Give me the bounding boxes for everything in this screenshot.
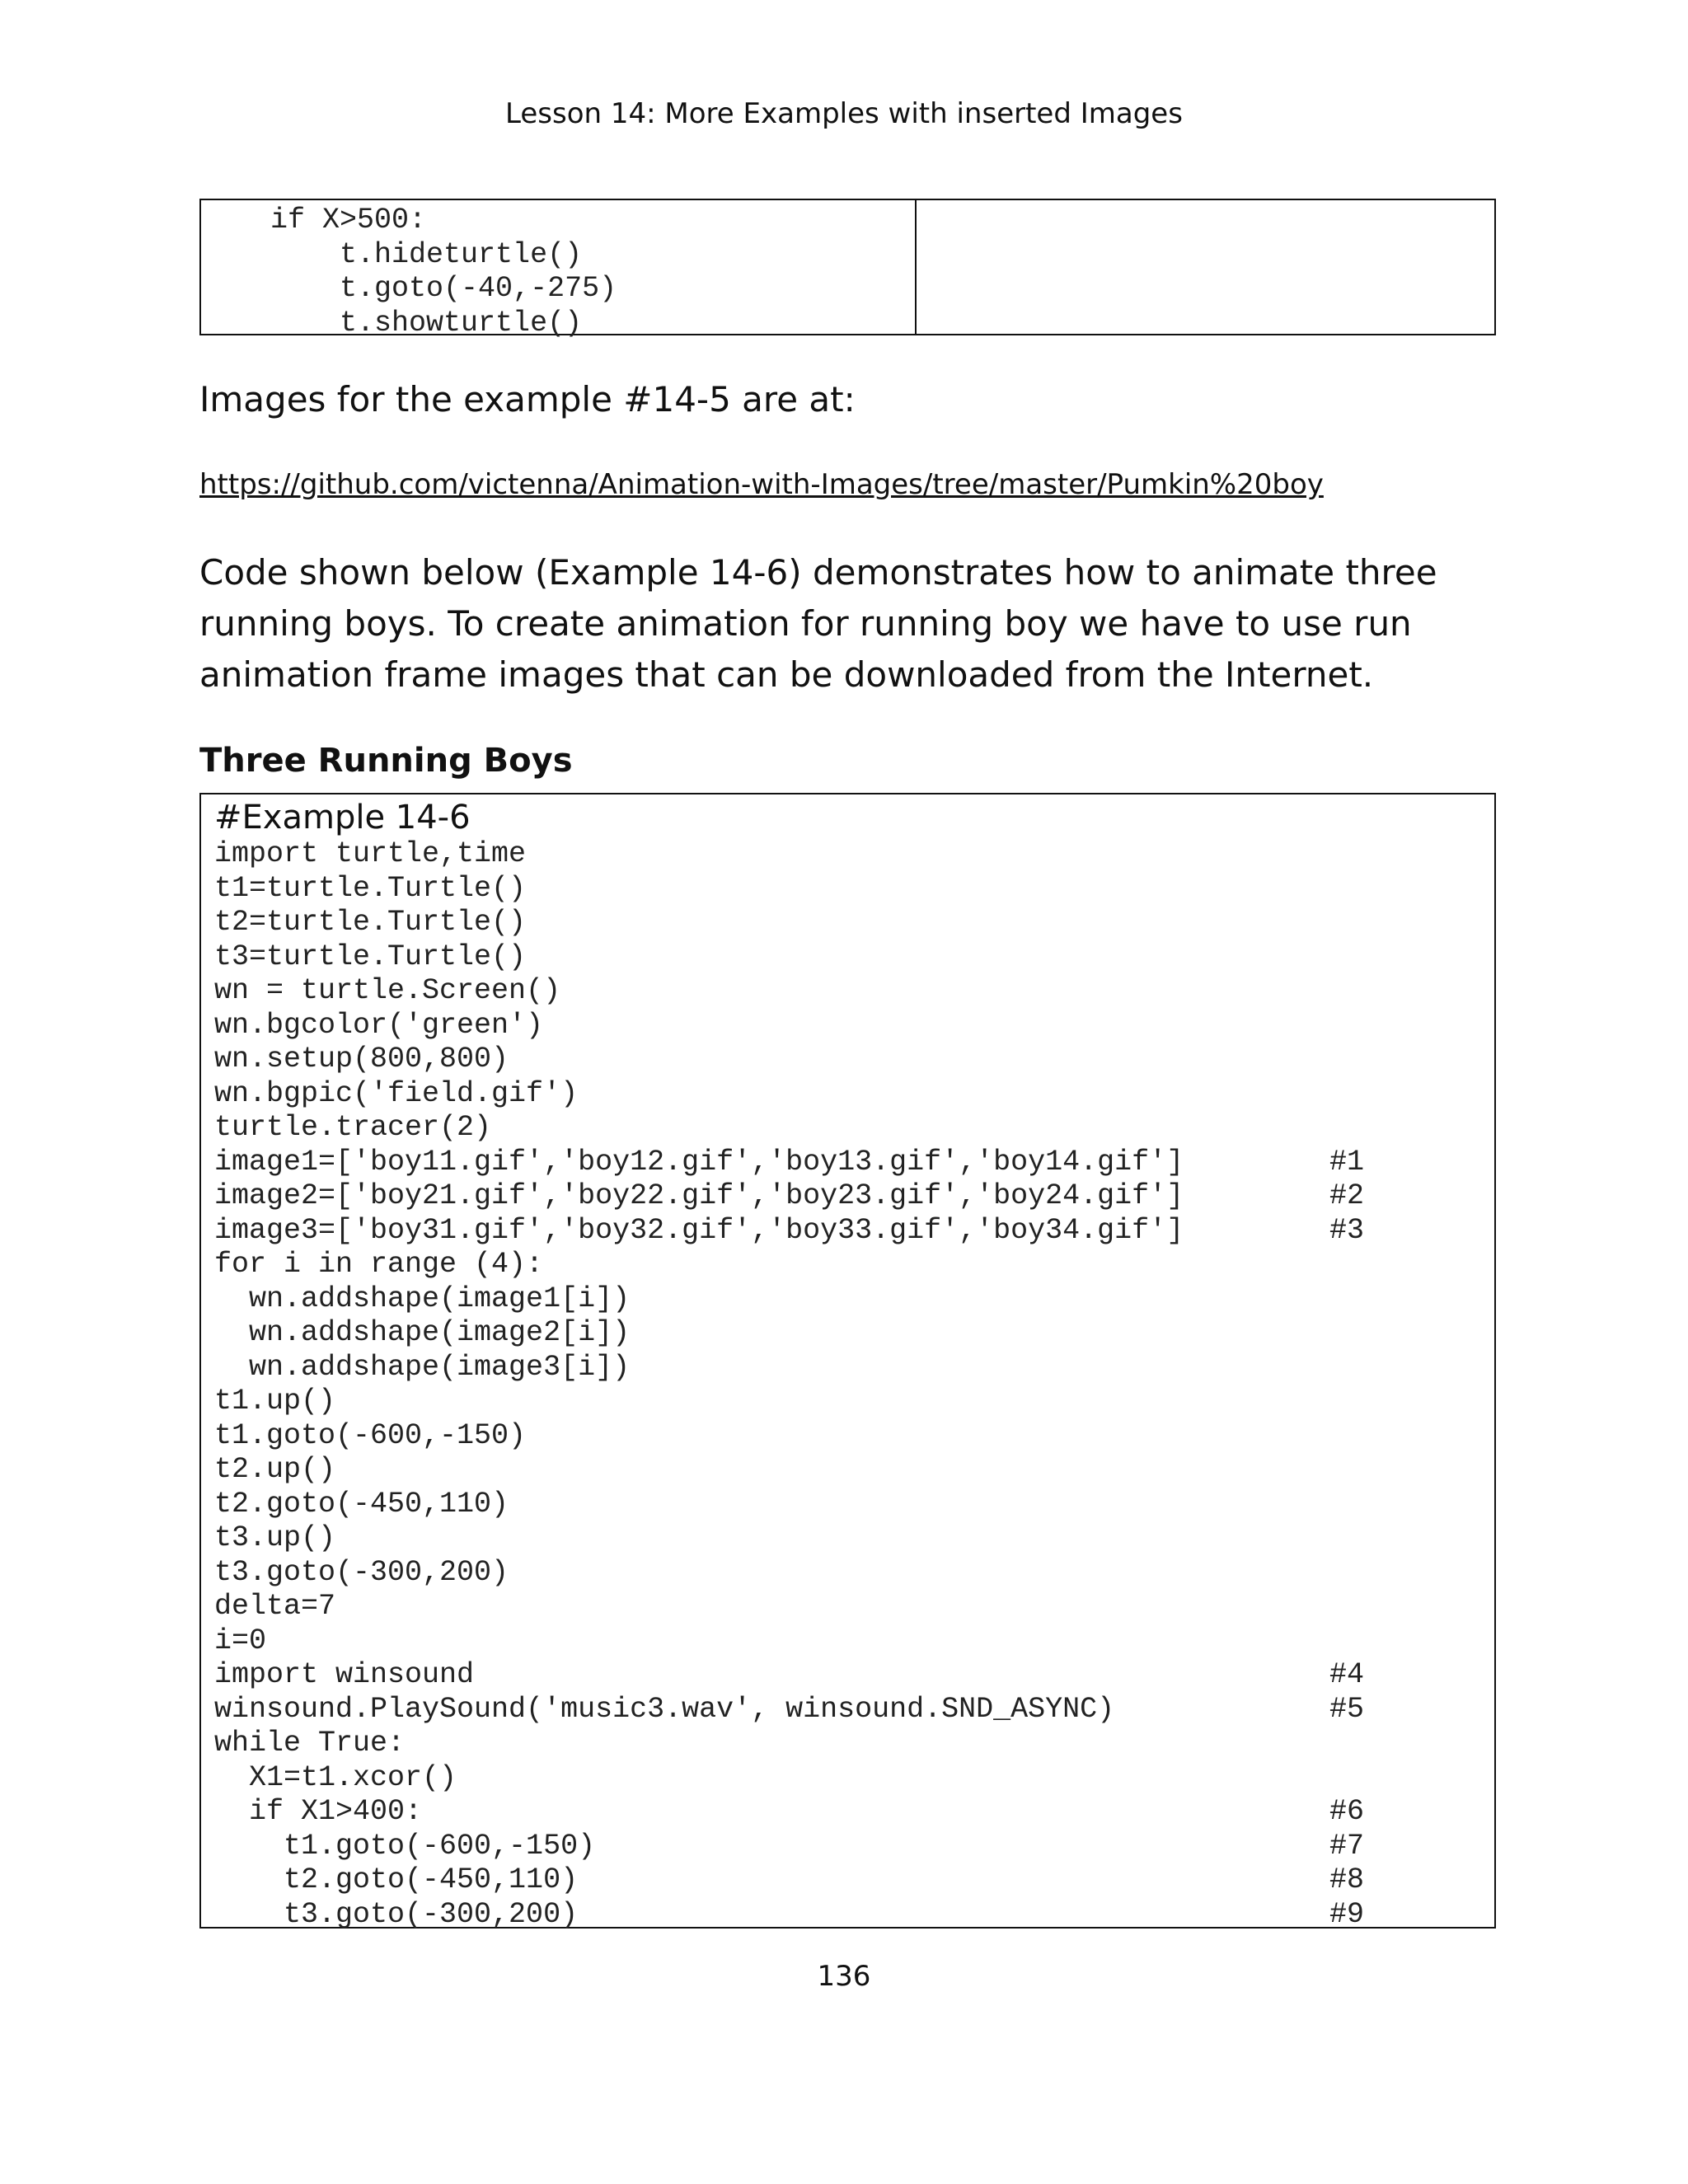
code-row (214, 940, 1494, 975)
code-row (214, 1146, 1494, 1180)
code-row (214, 1898, 1494, 1933)
code-text: image2=['boy21.gif','boy22.gif','boy23.gif','boy24.gif'] (214, 1179, 1184, 1212)
code-text: wn.addshape(image1[i]) (214, 1282, 631, 1315)
code-text: t3=turtle.Turtle() (214, 940, 527, 973)
code-comment-marker: #3 (1329, 1213, 1365, 1247)
code-row (214, 1282, 1494, 1317)
code-comment-marker: #5 (1329, 1692, 1365, 1726)
code-comment-marker: #2 (1329, 1179, 1365, 1212)
code-text: wn = turtle.Screen() (214, 974, 561, 1007)
code-comment-marker: #4 (1329, 1658, 1365, 1691)
code-row (214, 1009, 1494, 1043)
code-row (214, 1488, 1494, 1522)
code-line: t.showturtle() (201, 306, 583, 340)
code-row (214, 1521, 1494, 1556)
code-row (214, 1351, 1494, 1385)
code-row (214, 1248, 1494, 1282)
code-text: delta=7 (214, 1590, 336, 1623)
code-row (214, 1043, 1494, 1077)
code-row (214, 1590, 1494, 1624)
code-comment-marker: #8 (1329, 1863, 1365, 1896)
body-paragraph: Code shown below (Example 14-6) demonstrates how to animate three running boys. To create animation for running boy we have to use run animation frame images that can be downloaded from the Internet. (199, 552, 1437, 695)
code-example-title: #Example 14-6 (214, 799, 471, 837)
code-text: wn.addshape(image3[i]) (214, 1350, 631, 1384)
code-row (214, 837, 1494, 872)
code-row (214, 1385, 1494, 1419)
code-text: winsound.PlaySound('music3.wav', winsound.SND_ASYNC) (214, 1692, 1115, 1726)
code-row (214, 1727, 1494, 1761)
code-row (214, 1111, 1494, 1146)
code-text: i=0 (214, 1624, 267, 1657)
code-row (214, 1658, 1494, 1693)
page-number: 136 (817, 1960, 871, 1993)
code-text: t2=turtle.Turtle() (214, 906, 527, 939)
code-row (214, 1556, 1494, 1591)
code-line: if X>500: (201, 204, 427, 237)
code-comment-marker: #1 (1329, 1145, 1365, 1179)
code-row (214, 906, 1494, 940)
code-row (214, 1693, 1494, 1727)
code-continuation-table (199, 199, 1496, 340)
code-row (214, 1795, 1494, 1830)
code-row (214, 1419, 1494, 1454)
section-heading: Three Running Boys (199, 742, 573, 780)
code-row (214, 1179, 1494, 1214)
code-text: for i in range (4): (214, 1248, 544, 1281)
images-intro-text: Images for the example #14-5 are at: (199, 379, 856, 419)
code-row (214, 1214, 1494, 1249)
code-text: X1=t1.xcor() (214, 1760, 457, 1794)
code-text: t1.goto(-600,-150) (214, 1829, 596, 1863)
code-comment-marker: #9 (1329, 1897, 1365, 1931)
code-text: wn.setup(800,800) (214, 1043, 509, 1076)
code-comment-marker: #7 (1329, 1829, 1365, 1863)
code-text: t1=turtle.Turtle() (214, 871, 527, 905)
code-line: t.hideturtle() (201, 237, 583, 271)
code-row (214, 1077, 1494, 1112)
code-example-box (199, 793, 1496, 1929)
code-text: import turtle,time (214, 837, 527, 870)
code-row (214, 872, 1494, 907)
code-text: wn.bgpic('field.gif') (214, 1076, 579, 1110)
page-header: Lesson 14: More Examples with inserted Images (505, 97, 1183, 130)
code-text: t3.up() (214, 1521, 336, 1554)
code-text: t2.up() (214, 1453, 336, 1486)
code-listing (214, 837, 1494, 1932)
code-text: if X1>400: (214, 1795, 423, 1828)
code-row (214, 1761, 1494, 1796)
code-text: image1=['boy11.gif','boy12.gif','boy13.gif','boy14.gif'] (214, 1145, 1184, 1179)
code-text: t3.goto(-300,200) (214, 1555, 509, 1589)
code-text: t3.goto(-300,200) (214, 1897, 579, 1931)
code-row (214, 1316, 1494, 1351)
code-comment-marker: #6 (1329, 1795, 1365, 1828)
code-row (214, 974, 1494, 1009)
code-text: wn.addshape(image2[i]) (214, 1316, 631, 1349)
code-text: wn.bgcolor('green') (214, 1008, 544, 1042)
code-continuation-cell (201, 200, 917, 340)
code-text: import winsound (214, 1658, 475, 1691)
code-row (214, 1863, 1494, 1898)
code-row (214, 1453, 1494, 1488)
code-text: t2.goto(-450,110) (214, 1863, 579, 1896)
empty-table-cell (917, 200, 1494, 334)
code-text: while True: (214, 1727, 406, 1760)
code-text: t2.goto(-450,110) (214, 1487, 509, 1521)
code-text: image3=['boy31.gif','boy32.gif','boy33.gif','boy34.gif'] (214, 1213, 1184, 1247)
code-text: t1.up() (214, 1385, 336, 1418)
code-row (214, 1624, 1494, 1659)
code-text: turtle.tracer(2) (214, 1111, 492, 1144)
code-text: t1.goto(-600,-150) (214, 1418, 527, 1452)
github-images-link[interactable]: https://github.com/victenna/Animation-with-Images/tree/master/Pumkin%20boy (199, 468, 1324, 501)
code-row (214, 1830, 1494, 1864)
code-line: t.goto(-40,-275) (201, 272, 617, 305)
